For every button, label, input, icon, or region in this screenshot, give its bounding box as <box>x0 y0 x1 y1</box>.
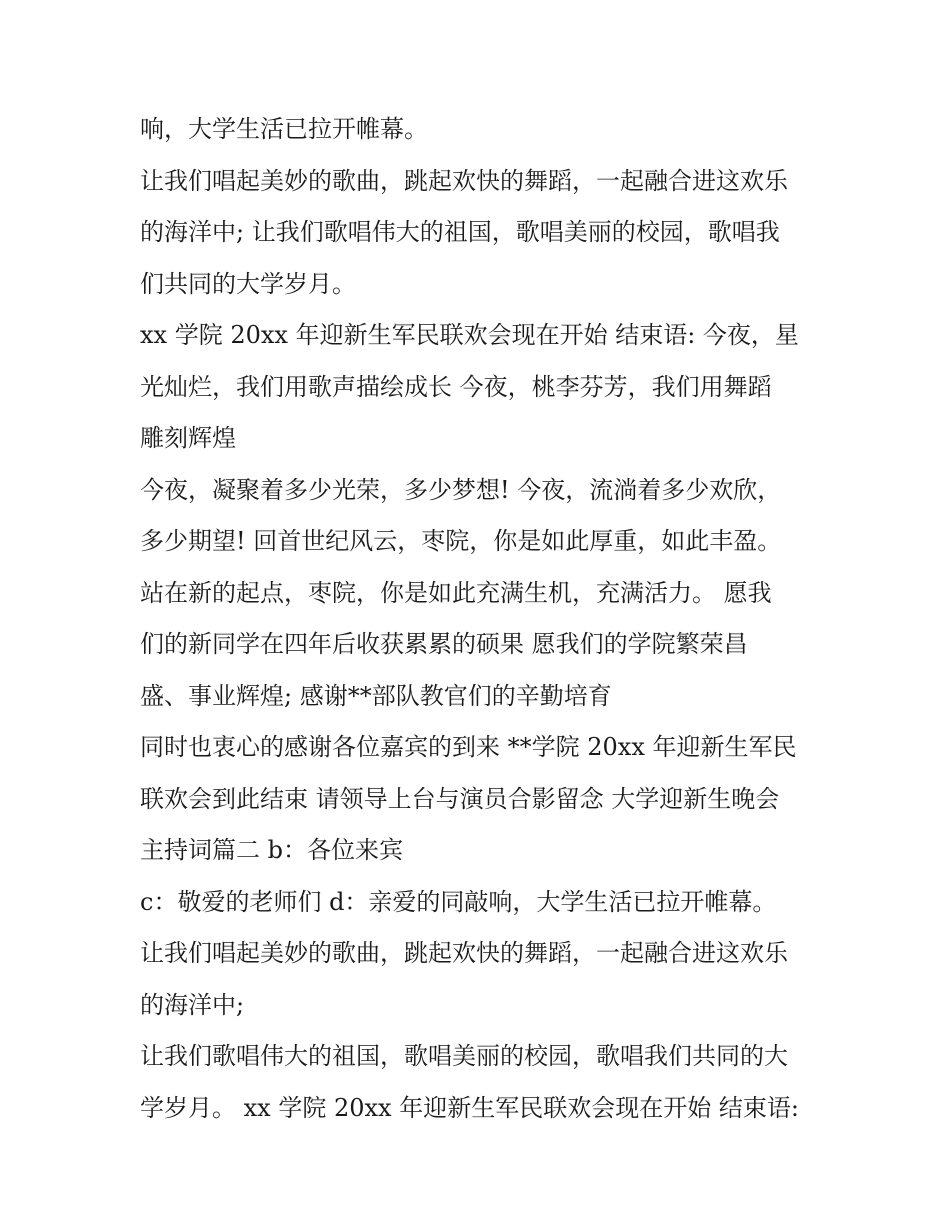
text-line: 联欢会到此结束 请领导上台与演员合影留念 大学迎新生晚会 <box>140 784 780 813</box>
text-line: 们共同的大学岁月。 <box>140 269 356 298</box>
text-line: 的海洋中; <box>140 990 245 1019</box>
text-line: 光灿烂，我们用歌声描绘成长 今夜，桃李芬芳，我们用舞蹈 <box>140 372 772 401</box>
text-line: 主持词篇二 b：各位来宾 <box>140 836 403 864</box>
text-line: 多少期望! 回首世纪风云，枣院，你是如此厚重，如此丰盈。 <box>140 527 782 555</box>
text-line: 同时也衷心的感谢各位嘉宾的到来 **学院 20xx 年迎新生军民 <box>140 733 797 761</box>
text-line: 今夜，凝聚着多少光荣，多少梦想! 今夜，流淌着多少欢欣， <box>140 475 782 504</box>
text-line: 响，大学生活已拉开帷幕。 <box>140 115 428 143</box>
text-line: c：敬爱的老师们 d：亲爱的同敲响，大学生活已拉开帷幕。 <box>140 887 777 916</box>
text-line: 的海洋中; 让我们歌唱伟大的祖国，歌唱美丽的校园，歌唱我 <box>140 218 780 246</box>
text-line: 让我们唱起美妙的歌曲，跳起欢快的舞蹈，一起融合进这欢乐 <box>140 166 788 195</box>
text-line: xx 学院 20xx 年迎新生军民联欢会现在开始 结束语: 今夜，星 <box>140 321 799 349</box>
text-line: 让我们唱起美妙的歌曲，跳起欢快的舞蹈，一起融合进这欢乐 <box>140 939 788 967</box>
text-line: 让我们歌唱伟大的祖国，歌唱美丽的校园，歌唱我们共同的大 <box>140 1042 788 1070</box>
text-line: 们的新同学在四年后收获累累的硕果 愿我们的学院繁荣昌 <box>140 630 748 658</box>
text-line: 学岁月。 xx 学院 20xx 年迎新生军民联欢会现在开始 结束语: <box>140 1093 799 1122</box>
text-line: 雕刻辉煌 <box>140 424 236 452</box>
document-body <box>140 104 820 1134</box>
text-line: 盛、事业辉煌; 感谢**部队教官们的辛勤培育 <box>140 681 612 710</box>
text-line: 站在新的起点，枣院，你是如此充满生机，充满活力。 愿我 <box>140 578 772 607</box>
